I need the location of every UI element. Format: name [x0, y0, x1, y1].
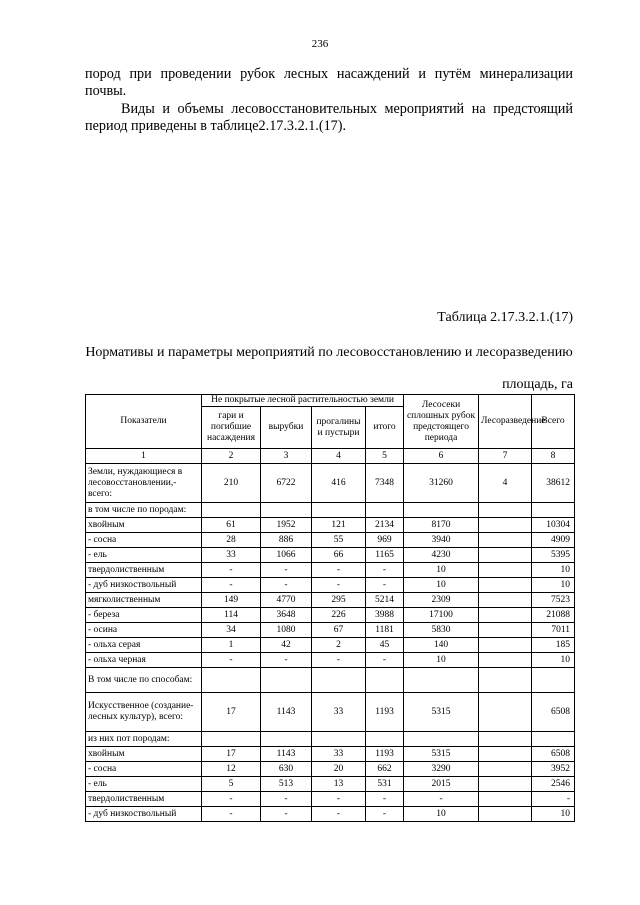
- cell-value: 1193: [366, 693, 404, 732]
- cell-value: [366, 732, 404, 747]
- cell-value: [479, 548, 532, 563]
- table-number: Таблица 2.17.3.2.1.(17): [437, 310, 573, 325]
- cell-value: -: [202, 807, 261, 822]
- cell-value: 33: [202, 548, 261, 563]
- cell-value: 226: [312, 608, 366, 623]
- cell-value: -: [366, 653, 404, 668]
- table-row: [86, 578, 575, 593]
- header-afforestation: Лесоразведение: [479, 395, 532, 449]
- cell-value: [479, 668, 532, 693]
- header-total: Всего: [532, 395, 575, 449]
- table-row: [86, 638, 575, 653]
- cell-value: [479, 693, 532, 732]
- row-label: - ольха серая: [86, 638, 202, 653]
- table-row: [86, 548, 575, 563]
- header-unforested-group: Не покрытые лесной растительностью земли: [202, 395, 404, 407]
- cell-value: 2: [312, 638, 366, 653]
- cell-value: [479, 623, 532, 638]
- cell-value: -: [261, 792, 312, 807]
- cell-value: 10: [532, 578, 575, 593]
- cell-value: 4909: [532, 533, 575, 548]
- table-row: [86, 807, 575, 822]
- row-label: - дуб низкоствольный: [86, 578, 202, 593]
- table-row: [86, 653, 575, 668]
- cell-value: 17: [202, 693, 261, 732]
- cell-value: 8170: [404, 518, 479, 533]
- cell-value: 1: [202, 638, 261, 653]
- row-label: мягколиственным: [86, 593, 202, 608]
- cell-value: 886: [261, 533, 312, 548]
- row-label: - осина: [86, 623, 202, 638]
- header-burned: гари и погибшие насаждения: [202, 407, 261, 449]
- row-label: - дуб низкоствольный: [86, 807, 202, 822]
- cell-value: [312, 503, 366, 518]
- cell-value: 6508: [532, 693, 575, 732]
- column-index: 6: [404, 449, 479, 464]
- cell-value: [479, 792, 532, 807]
- cell-value: [532, 668, 575, 693]
- cell-value: 2309: [404, 593, 479, 608]
- row-label: твердолиственным: [86, 792, 202, 807]
- row-label: хвойным: [86, 747, 202, 762]
- column-index: 5: [366, 449, 404, 464]
- page-number: 236: [311, 38, 329, 50]
- cell-value: 1066: [261, 548, 312, 563]
- cell-value: 7011: [532, 623, 575, 638]
- cell-value: -: [261, 563, 312, 578]
- cell-value: [532, 732, 575, 747]
- cell-value: [261, 503, 312, 518]
- cell-value: [366, 668, 404, 693]
- cell-value: 31260: [404, 464, 479, 503]
- cell-value: 33: [312, 693, 366, 732]
- cell-value: [404, 732, 479, 747]
- cell-value: 1193: [366, 747, 404, 762]
- table-row: [86, 464, 575, 503]
- cell-value: 34: [202, 623, 261, 638]
- cell-value: 10: [404, 807, 479, 822]
- row-label: В том числе по способам:: [86, 668, 202, 693]
- cell-value: 12: [202, 762, 261, 777]
- cell-value: 21088: [532, 608, 575, 623]
- cell-value: 1143: [261, 747, 312, 762]
- column-index-row: [86, 449, 575, 464]
- cell-value: 1080: [261, 623, 312, 638]
- cell-value: [202, 732, 261, 747]
- cell-value: 3988: [366, 608, 404, 623]
- table-row: [86, 762, 575, 777]
- cell-value: 4230: [404, 548, 479, 563]
- cell-value: 10: [532, 807, 575, 822]
- cell-value: [202, 668, 261, 693]
- cell-value: [261, 732, 312, 747]
- table-row: [86, 503, 575, 518]
- cell-value: 10: [404, 653, 479, 668]
- header-subtotal: итого: [366, 407, 404, 449]
- cell-value: 10: [532, 563, 575, 578]
- cell-value: 114: [202, 608, 261, 623]
- row-label: из них пот породам:: [86, 732, 202, 747]
- table-row: [86, 623, 575, 638]
- cell-value: 10: [532, 653, 575, 668]
- cell-value: 5315: [404, 747, 479, 762]
- cell-value: 5214: [366, 593, 404, 608]
- cell-value: 38612: [532, 464, 575, 503]
- cell-value: -: [366, 578, 404, 593]
- cell-value: 45: [366, 638, 404, 653]
- cell-value: 10: [404, 578, 479, 593]
- cell-value: 969: [366, 533, 404, 548]
- cell-value: 662: [366, 762, 404, 777]
- table-row: [86, 533, 575, 548]
- cell-value: 3952: [532, 762, 575, 777]
- paragraph-text: Виды и объемы лесовосстановительных мероприятий на предстоящий период приведены в таблице2.17.3.2.1.(17).: [85, 101, 573, 134]
- cell-value: -: [202, 563, 261, 578]
- paragraph-table-reference: [85, 101, 573, 135]
- cell-value: 1165: [366, 548, 404, 563]
- row-label: твердолиственным: [86, 563, 202, 578]
- table-row: [86, 732, 575, 747]
- cell-value: 3290: [404, 762, 479, 777]
- row-label: - сосна: [86, 533, 202, 548]
- cell-value: 121: [312, 518, 366, 533]
- cell-value: [312, 732, 366, 747]
- cell-value: 1952: [261, 518, 312, 533]
- row-label: - сосна: [86, 762, 202, 777]
- cell-value: 6508: [532, 747, 575, 762]
- cell-value: -: [312, 792, 366, 807]
- column-index: 2: [202, 449, 261, 464]
- cell-value: [404, 668, 479, 693]
- row-label: Искусственное (создание-лесных культур), всего:: [86, 693, 202, 732]
- cell-value: 13: [312, 777, 366, 792]
- cell-value: -: [202, 578, 261, 593]
- cell-value: 295: [312, 593, 366, 608]
- cell-value: [202, 503, 261, 518]
- table-row: [86, 608, 575, 623]
- table-row: [86, 747, 575, 762]
- cell-value: 416: [312, 464, 366, 503]
- cell-value: [404, 503, 479, 518]
- cell-value: [479, 593, 532, 608]
- cell-value: [479, 533, 532, 548]
- cell-value: [479, 503, 532, 518]
- cell-value: 3940: [404, 533, 479, 548]
- row-label: - ольха черная: [86, 653, 202, 668]
- cell-value: -: [202, 653, 261, 668]
- cell-value: 2546: [532, 777, 575, 792]
- cell-value: 5830: [404, 623, 479, 638]
- cell-value: 33: [312, 747, 366, 762]
- table-body: [86, 449, 575, 822]
- cell-value: -: [366, 807, 404, 822]
- cell-value: 7348: [366, 464, 404, 503]
- cell-value: [479, 608, 532, 623]
- cell-value: [479, 638, 532, 653]
- cell-value: 1143: [261, 693, 312, 732]
- cell-value: 42: [261, 638, 312, 653]
- cell-value: [479, 762, 532, 777]
- column-index: 8: [532, 449, 575, 464]
- cell-value: [479, 653, 532, 668]
- cell-value: -: [261, 578, 312, 593]
- table-row: [86, 518, 575, 533]
- table-title: Нормативы и параметры мероприятий по лесовосстановлению и лесоразведению: [85, 345, 573, 360]
- cell-value: 185: [532, 638, 575, 653]
- cell-value: 55: [312, 533, 366, 548]
- cell-value: 6722: [261, 464, 312, 503]
- cell-value: 5: [202, 777, 261, 792]
- cell-value: 67: [312, 623, 366, 638]
- cell-value: 630: [261, 762, 312, 777]
- cell-value: -: [404, 792, 479, 807]
- cell-value: -: [312, 807, 366, 822]
- column-index: 4: [312, 449, 366, 464]
- cell-value: -: [532, 792, 575, 807]
- cell-value: 140: [404, 638, 479, 653]
- row-label: в том числе по породам:: [86, 503, 202, 518]
- cell-value: 149: [202, 593, 261, 608]
- cell-value: 5315: [404, 693, 479, 732]
- cell-value: 4770: [261, 593, 312, 608]
- table-row: [86, 792, 575, 807]
- cell-value: [479, 518, 532, 533]
- column-index: 1: [86, 449, 202, 464]
- cell-value: 1181: [366, 623, 404, 638]
- cell-value: -: [312, 578, 366, 593]
- table-row: [86, 777, 575, 792]
- cell-value: 210: [202, 464, 261, 503]
- header-glades: прогалины и пустыри: [312, 407, 366, 449]
- cell-value: [479, 807, 532, 822]
- cell-value: [479, 777, 532, 792]
- cell-value: 17: [202, 747, 261, 762]
- cell-value: 3648: [261, 608, 312, 623]
- header-clearcut: Лесосеки сплошных рубок предстоящего периода: [404, 395, 479, 449]
- cell-value: -: [312, 563, 366, 578]
- column-index: 7: [479, 449, 532, 464]
- row-label: Земли, нуждающиеся в лесовосстановлении,-всего:: [86, 464, 202, 503]
- cell-value: 531: [366, 777, 404, 792]
- cell-value: -: [366, 792, 404, 807]
- cell-value: [312, 668, 366, 693]
- cell-value: 7523: [532, 593, 575, 608]
- cell-value: -: [261, 807, 312, 822]
- row-label: - ель: [86, 548, 202, 563]
- cell-value: [366, 503, 404, 518]
- paragraph-continuation: пород при проведении рубок лесных насаждений и путём минерализации почвы.: [85, 66, 573, 99]
- cell-value: 17100: [404, 608, 479, 623]
- cell-value: [261, 668, 312, 693]
- table-row: [86, 693, 575, 732]
- cell-value: [479, 732, 532, 747]
- header-cutovers: вырубки: [261, 407, 312, 449]
- cell-value: -: [261, 653, 312, 668]
- cell-value: 20: [312, 762, 366, 777]
- cell-value: 4: [479, 464, 532, 503]
- cell-value: 513: [261, 777, 312, 792]
- cell-value: 2134: [366, 518, 404, 533]
- cell-value: 66: [312, 548, 366, 563]
- measures-table: [85, 394, 575, 822]
- cell-value: [479, 747, 532, 762]
- cell-value: -: [312, 653, 366, 668]
- row-label: - ель: [86, 777, 202, 792]
- table-row: [86, 593, 575, 608]
- table-row: [86, 668, 575, 693]
- cell-value: -: [366, 563, 404, 578]
- cell-value: 2015: [404, 777, 479, 792]
- table-row: [86, 563, 575, 578]
- row-label: хвойным: [86, 518, 202, 533]
- cell-value: 28: [202, 533, 261, 548]
- cell-value: -: [202, 792, 261, 807]
- cell-value: [532, 503, 575, 518]
- row-label: - береза: [86, 608, 202, 623]
- table-units: площадь, га: [502, 377, 573, 392]
- column-index: 3: [261, 449, 312, 464]
- cell-value: 10304: [532, 518, 575, 533]
- cell-value: [479, 578, 532, 593]
- cell-value: 10: [404, 563, 479, 578]
- cell-value: 5395: [532, 548, 575, 563]
- cell-value: [479, 563, 532, 578]
- cell-value: 61: [202, 518, 261, 533]
- header-indicators: Показатели: [86, 395, 202, 449]
